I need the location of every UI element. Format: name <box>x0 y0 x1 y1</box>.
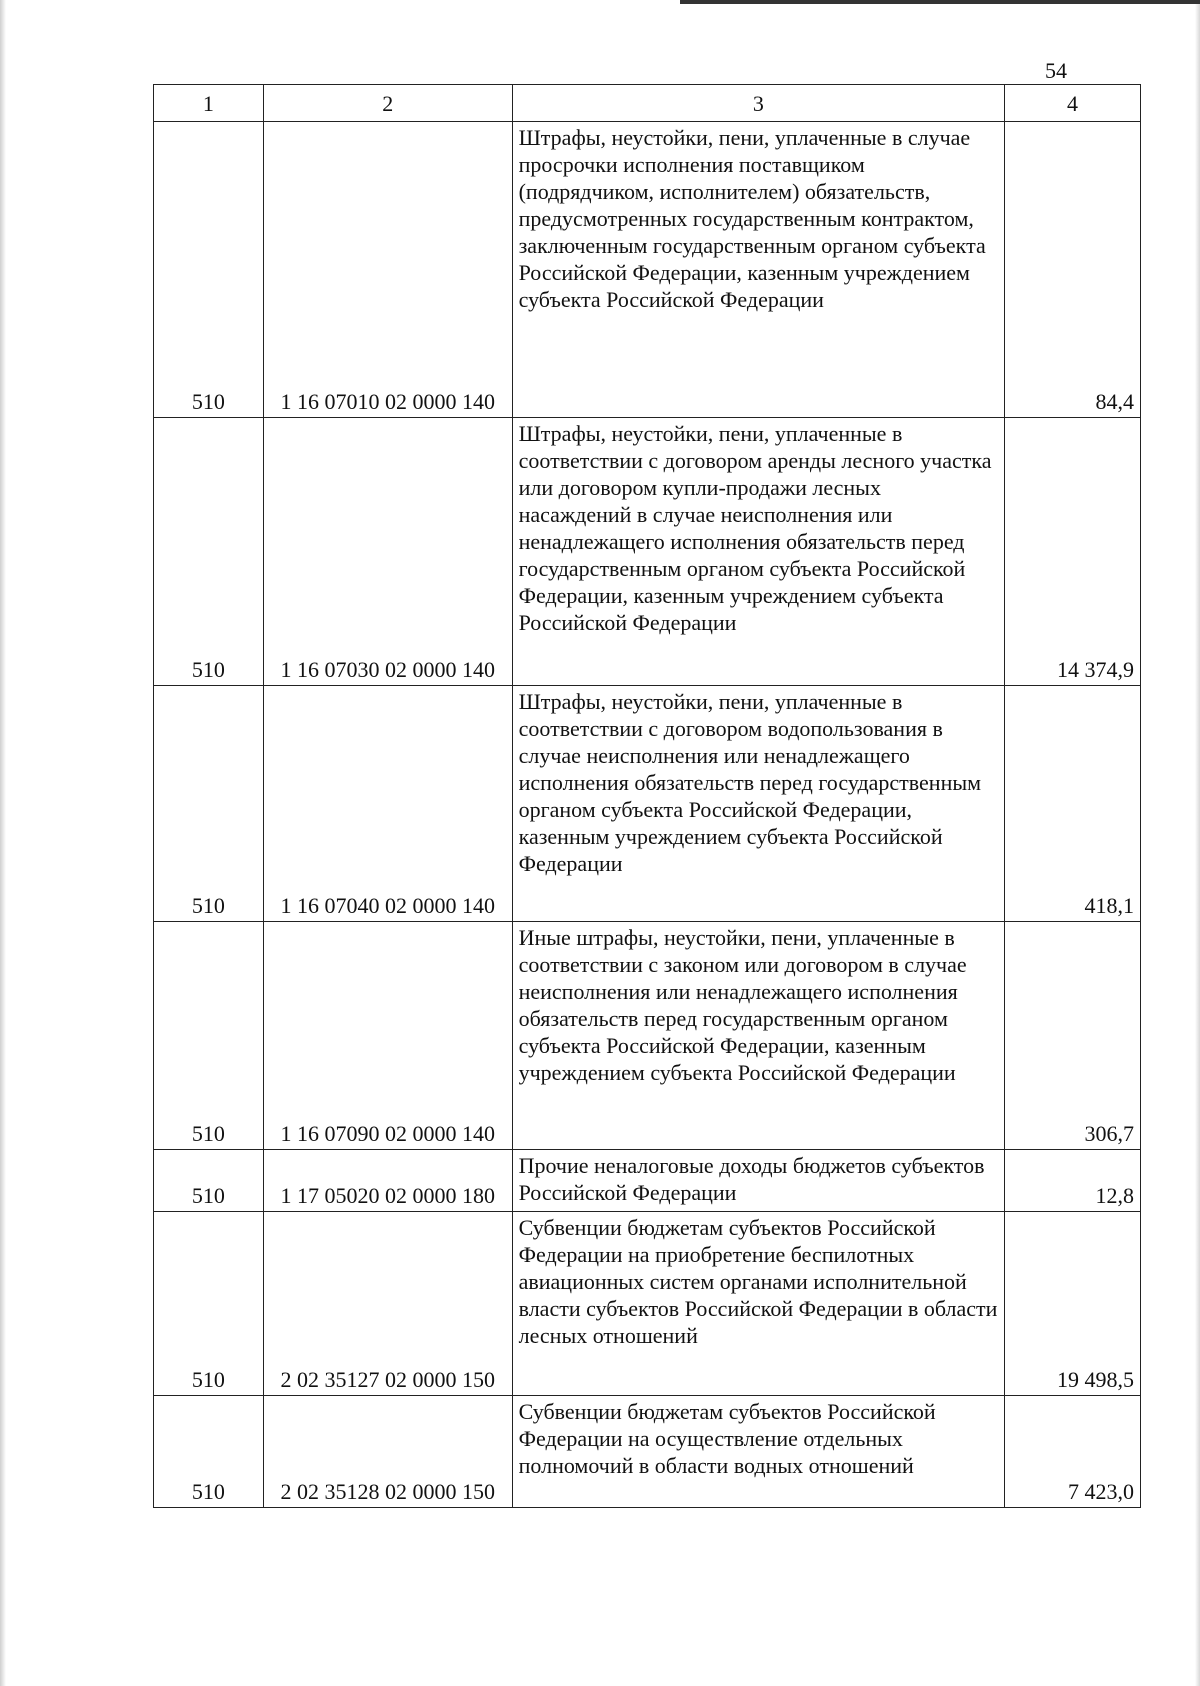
amount-cell: 19 498,5 <box>1005 1212 1141 1396</box>
amount-cell: 306,7 <box>1005 922 1141 1150</box>
table-row <box>154 1396 1141 1508</box>
table-header-row <box>154 85 1141 122</box>
amount-cell: 7 423,0 <box>1005 1396 1141 1508</box>
header-cell-3: 3 <box>512 85 1004 122</box>
amount-cell: 418,1 <box>1005 686 1141 922</box>
scan-left-edge <box>0 0 6 1686</box>
admin-code-cell: 510 <box>154 1150 264 1212</box>
header-cell-1: 1 <box>154 85 264 122</box>
admin-code-cell: 510 <box>154 686 264 922</box>
table-row <box>154 1212 1141 1396</box>
admin-code-cell: 510 <box>154 1212 264 1396</box>
table-row <box>154 1150 1141 1212</box>
admin-code-cell: 510 <box>154 418 264 686</box>
table-row <box>154 418 1141 686</box>
revenue-name-cell: Штрафы, неустойки, пени, уплаченные в случае просрочки исполнения поставщиком (подрядчиком, исполнителем) обязательств, предусмотренных государственным контрактом, заключенным государственным органом субъекта Российской Федерации, казенным учреждением субъекта Российской Федерации <box>512 122 1004 418</box>
amount-cell: 84,4 <box>1005 122 1141 418</box>
revenue-code-cell: 1 17 05020 02 0000 180 <box>263 1150 512 1212</box>
header-cell-4: 4 <box>1005 85 1141 122</box>
header-cell-2: 2 <box>263 85 512 122</box>
revenue-name-cell: Субвенции бюджетам субъектов Российской Федерации на приобретение беспилотных авиационных систем органами исполнительной власти субъектов Российской Федерации в области лесных отношений <box>512 1212 1004 1396</box>
revenue-code-cell: 1 16 07010 02 0000 140 <box>263 122 512 418</box>
revenue-code-cell: 1 16 07030 02 0000 140 <box>263 418 512 686</box>
table-row <box>154 686 1141 922</box>
revenue-name-cell: Иные штрафы, неустойки, пени, уплаченные в соответствии с законом или договором в случае неисполнения или ненадлежащего исполнения обязательств перед государственным органом субъекта Российской Федерации, казенным учреждением субъекта Российской Федерации <box>512 922 1004 1150</box>
table-row <box>154 122 1141 418</box>
scan-top-bar <box>680 0 1200 4</box>
revenue-code-cell: 2 02 35128 02 0000 150 <box>263 1396 512 1508</box>
revenue-name-cell: Субвенции бюджетам субъектов Российской Федерации на осуществление отдельных полномочий в области водных отношений <box>512 1396 1004 1508</box>
revenue-name-cell: Штрафы, неустойки, пени, уплаченные в соответствии с договором водопользования в случае неисполнения или ненадлежащего исполнения обязательств перед государственным органом субъекта Российской Федерации, казенным учреждением субъекта Российской Федерации <box>512 686 1004 922</box>
scan-right-edge <box>1195 0 1200 1686</box>
admin-code-cell: 510 <box>154 922 264 1150</box>
table-row <box>154 922 1141 1150</box>
revenue-code-cell: 1 16 07090 02 0000 140 <box>263 922 512 1150</box>
revenue-name-cell: Прочие неналоговые доходы бюджетов субъектов Российской Федерации <box>512 1150 1004 1212</box>
admin-code-cell: 510 <box>154 1396 264 1508</box>
revenue-code-cell: 2 02 35127 02 0000 150 <box>263 1212 512 1396</box>
amount-cell: 14 374,9 <box>1005 418 1141 686</box>
admin-code-cell: 510 <box>154 122 264 418</box>
revenue-name-cell: Штрафы, неустойки, пени, уплаченные в соответствии с договором аренды лесного участка или договором купли-продажи лесных насаждений в случае неисполнения или ненадлежащего исполнения обязательств перед государственным органом субъекта Российской Федерации, казенным учреждением субъекта Российской Федерации <box>512 418 1004 686</box>
page-number: 54 <box>1045 58 1067 83</box>
revenue-code-cell: 1 16 07040 02 0000 140 <box>263 686 512 922</box>
amount-cell: 12,8 <box>1005 1150 1141 1212</box>
revenue-table <box>153 84 1141 1508</box>
